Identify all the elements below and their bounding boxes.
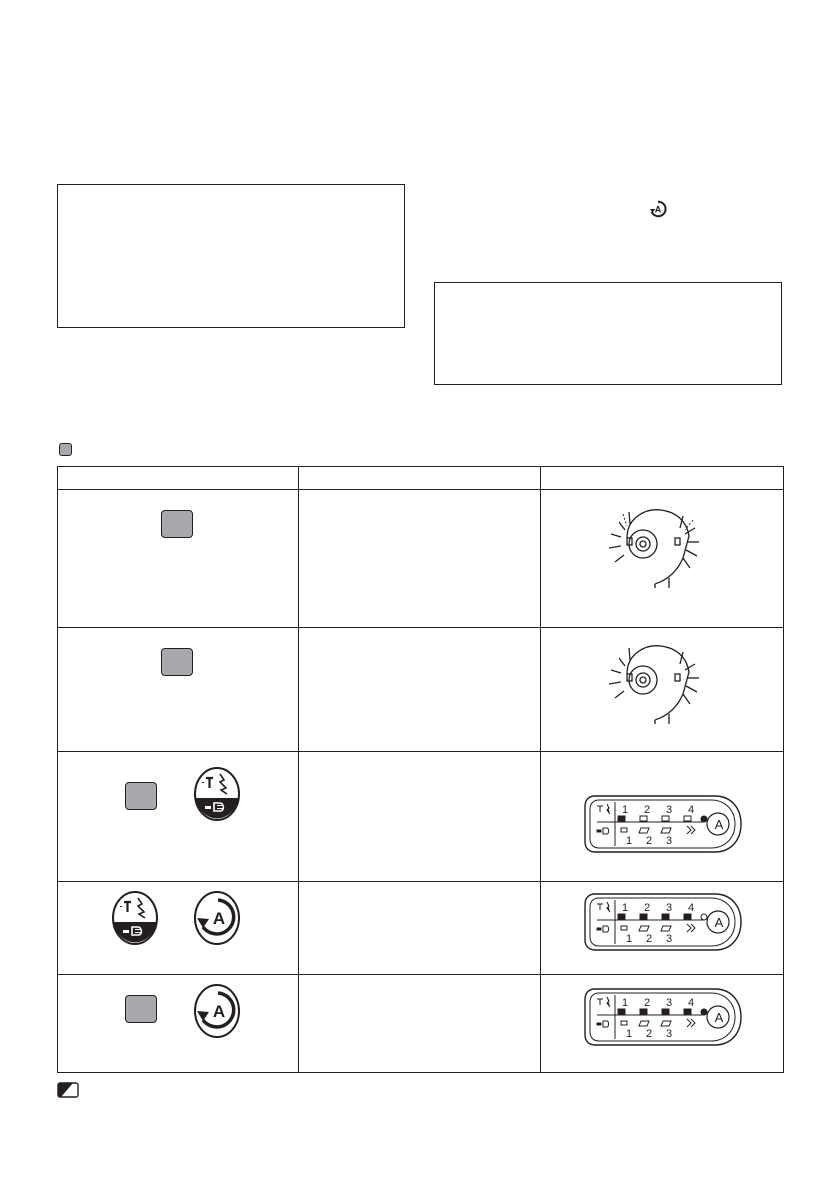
description-cell: [299, 975, 541, 1073]
operation-table: [57, 466, 784, 1073]
note-box-right: [434, 282, 782, 385]
indication-cell: [541, 975, 784, 1073]
panel-top-number: 4: [687, 902, 695, 914]
button-cell: [58, 490, 299, 628]
panel-auto-letter: A: [714, 817, 724, 832]
indication-cell: [541, 490, 784, 628]
panel-top-number: 1: [621, 804, 629, 816]
button-cell: [58, 975, 299, 1073]
auto-mode-button-icon: [193, 983, 241, 1039]
panel-bottom-number: 3: [665, 1028, 673, 1040]
control-panel-illustration: [583, 792, 743, 856]
grey-button-icon: [125, 782, 157, 810]
panel-bottom-number: 3: [665, 933, 673, 945]
note-box-left: [57, 184, 405, 328]
control-panel-illustration: [583, 890, 743, 954]
table-row: [58, 882, 784, 975]
header-cell-buttons: [58, 467, 299, 490]
indication-cell: [541, 628, 784, 752]
auto-mode-button-icon: [193, 890, 241, 946]
panel-auto-letter: A: [714, 1010, 724, 1025]
control-panel-illustration: [583, 985, 743, 1049]
panel-auto-letter: A: [714, 915, 724, 930]
panel-top-number: 1: [621, 902, 629, 914]
panel-top-number: 3: [665, 902, 673, 914]
auto-button-letter: A: [212, 1002, 226, 1021]
table-row: [58, 490, 784, 628]
tool-lights-flashing-illustration: [597, 500, 707, 588]
panel-top-number: 3: [665, 997, 673, 1009]
grey-button-icon: [161, 648, 193, 676]
header-cell-description: [299, 467, 541, 490]
description-cell: [299, 490, 541, 628]
table-row: [58, 975, 784, 1073]
description-cell: [299, 882, 541, 975]
panel-bottom-number: 1: [625, 1028, 633, 1040]
light-mode-button-icon: [111, 890, 159, 946]
panel-bottom-number: 2: [645, 1028, 653, 1040]
tool-lights-flashing-illustration: [597, 636, 707, 724]
panel-bottom-number: 2: [645, 835, 653, 847]
panel-top-number: 4: [687, 804, 695, 816]
panel-bottom-number: 1: [625, 835, 633, 847]
description-cell: [299, 628, 541, 752]
header-cell-indication: [541, 467, 784, 490]
panel-top-number: 1: [621, 997, 629, 1009]
table-header-row: [58, 467, 784, 490]
panel-top-number: 2: [643, 902, 651, 914]
panel-top-number: 2: [643, 997, 651, 1009]
description-cell: [299, 752, 541, 882]
button-cell: [58, 752, 299, 882]
light-mode-button-icon: [193, 766, 241, 822]
panel-bottom-number: 3: [665, 835, 673, 847]
indication-cell: [541, 752, 784, 882]
panel-top-number: 2: [643, 804, 651, 816]
indication-cell: [541, 882, 784, 975]
auto-mode-icon-letter: A: [654, 204, 662, 215]
auto-mode-icon: [649, 200, 667, 218]
panel-top-number: 3: [665, 804, 673, 816]
table-row: [58, 752, 784, 882]
button-cell: [58, 882, 299, 975]
auto-button-letter: A: [212, 909, 226, 928]
panel-top-number: 4: [687, 997, 695, 1009]
grey-button-icon: [161, 510, 193, 538]
grey-button-key-icon: [59, 443, 72, 456]
panel-bottom-number: 1: [625, 933, 633, 945]
panel-bottom-number: 2: [645, 933, 653, 945]
half-lit-lamp-icon: [57, 1082, 79, 1098]
grey-button-icon: [125, 995, 157, 1023]
table-row: [58, 628, 784, 752]
button-cell: [58, 628, 299, 752]
